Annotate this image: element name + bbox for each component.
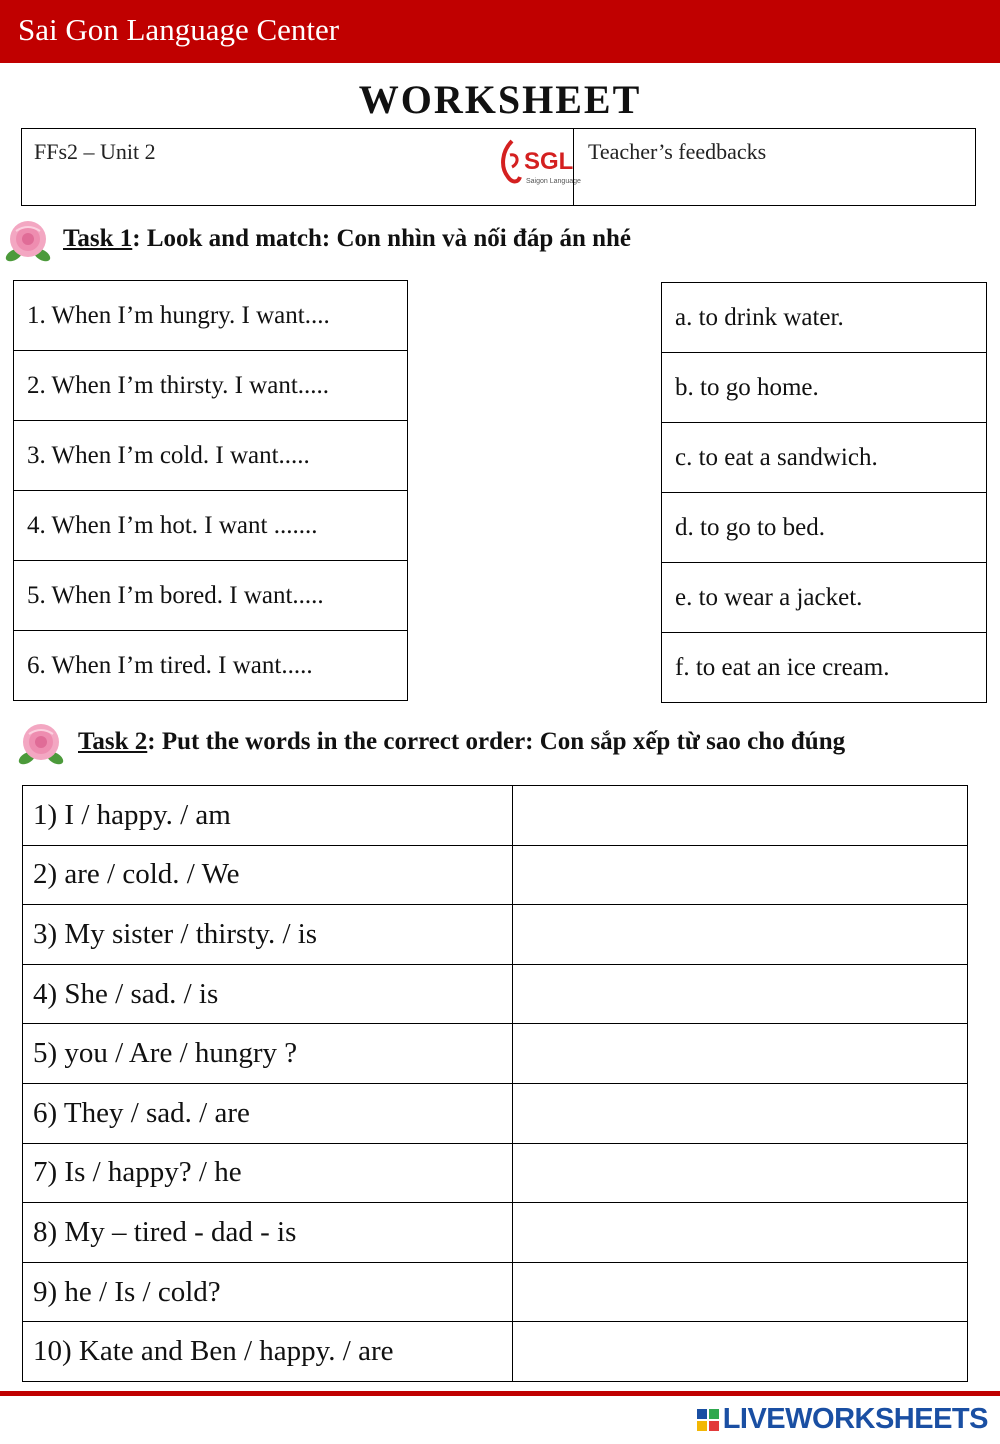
match-left-item[interactable]: 5. When I’m bored. I want..... [14,561,408,631]
answer-cell [513,1322,968,1382]
order-question: 3) My sister / thirsty. / is [23,905,513,965]
task2-instruction: : Put the words in the correct order: Con sắp xếp từ sao cho đúng [147,728,846,755]
answer-input[interactable] [513,786,967,845]
match-left-item[interactable]: 4. When I’m hot. I want ....... [14,491,408,561]
info-box [21,128,976,206]
answer-input[interactable] [513,965,967,1024]
match-left-item[interactable]: 6. When I’m tired. I want..... [14,631,408,701]
table-row [23,1262,968,1322]
table-row [23,905,968,965]
answer-input[interactable] [513,1322,967,1381]
answer-cell [513,786,968,846]
table-row [23,964,968,1024]
task2-label: Task 2 [78,728,148,755]
answer-cell [513,1024,968,1084]
info-divider [573,129,574,205]
liveworksheets-logo-icon [697,1409,719,1431]
order-question: 5) you / Are / hungry ? [23,1024,513,1084]
order-question: 4) She / sad. / is [23,964,513,1024]
order-question: 8) My – tired - dad - is [23,1203,513,1263]
answer-cell [513,1262,968,1322]
order-question: 10) Kate and Ben / happy. / are [23,1322,513,1382]
table-row [23,1143,968,1203]
answer-cell [513,1203,968,1263]
table-row [23,845,968,905]
task2-heading [78,728,845,756]
center-name: Sai Gon Language Center [18,12,340,47]
logo-text: SGL [524,148,574,175]
match-left-item[interactable]: 3. When I’m cold. I want..... [14,421,408,491]
logo-subtext: Saigon Language [526,178,581,185]
table-row [23,1203,968,1263]
match-right-item[interactable]: b. to go home. [662,353,987,423]
order-question: 1) I / happy. / am [23,786,513,846]
task2-table [22,785,968,1382]
liveworksheets-text: LIVEWORKSHEETS [722,1403,988,1435]
task1-heading [63,225,631,253]
flower-icon [2,215,54,267]
match-right-item[interactable]: c. to eat a sandwich. [662,423,987,493]
task1-label: Task 1 [63,225,133,252]
match-right-item[interactable]: a. to drink water. [662,283,987,353]
answer-cell [513,905,968,965]
answer-input[interactable] [513,905,967,964]
table-row [23,1024,968,1084]
order-question: 7) Is / happy? / he [23,1143,513,1203]
flower-icon [15,718,67,770]
answer-input[interactable] [513,1203,967,1262]
feedback-label: Teacher’s feedbacks [588,139,767,164]
top-banner [0,0,1000,63]
order-question: 2) are / cold. / We [23,845,513,905]
footer-divider [0,1391,1000,1396]
match-right-item[interactable]: e. to wear a jacket. [662,563,987,633]
order-question: 6) They / sad. / are [23,1083,513,1143]
table-row [23,1083,968,1143]
answer-cell [513,1083,968,1143]
match-left-item[interactable]: 1. When I’m hungry. I want.... [14,281,408,351]
answer-input[interactable] [513,1024,967,1083]
order-question: 9) he / Is / cold? [23,1262,513,1322]
match-left-item[interactable]: 2. When I’m thirsty. I want..... [14,351,408,421]
liveworksheets-brand[interactable] [697,1403,988,1436]
page-title: WORKSHEET [358,77,642,122]
answer-input[interactable] [513,846,967,905]
task1-left-column [13,280,408,701]
task1-instruction: : Look and match: Con nhìn và nối đáp án nhé [132,225,632,252]
match-right-item[interactable]: f. to eat an ice cream. [662,633,987,703]
answer-input[interactable] [513,1084,967,1143]
task1-right-column [661,282,987,703]
table-row [23,1322,968,1382]
table-row [23,786,968,846]
unit-label: FFs2 – Unit 2 [34,139,156,164]
answer-input[interactable] [513,1144,967,1203]
match-right-item[interactable]: d. to go to bed. [662,493,987,563]
answer-cell [513,964,968,1024]
answer-cell [513,1143,968,1203]
answer-cell [513,845,968,905]
sgl-logo [498,133,581,197]
answer-input[interactable] [513,1263,967,1322]
